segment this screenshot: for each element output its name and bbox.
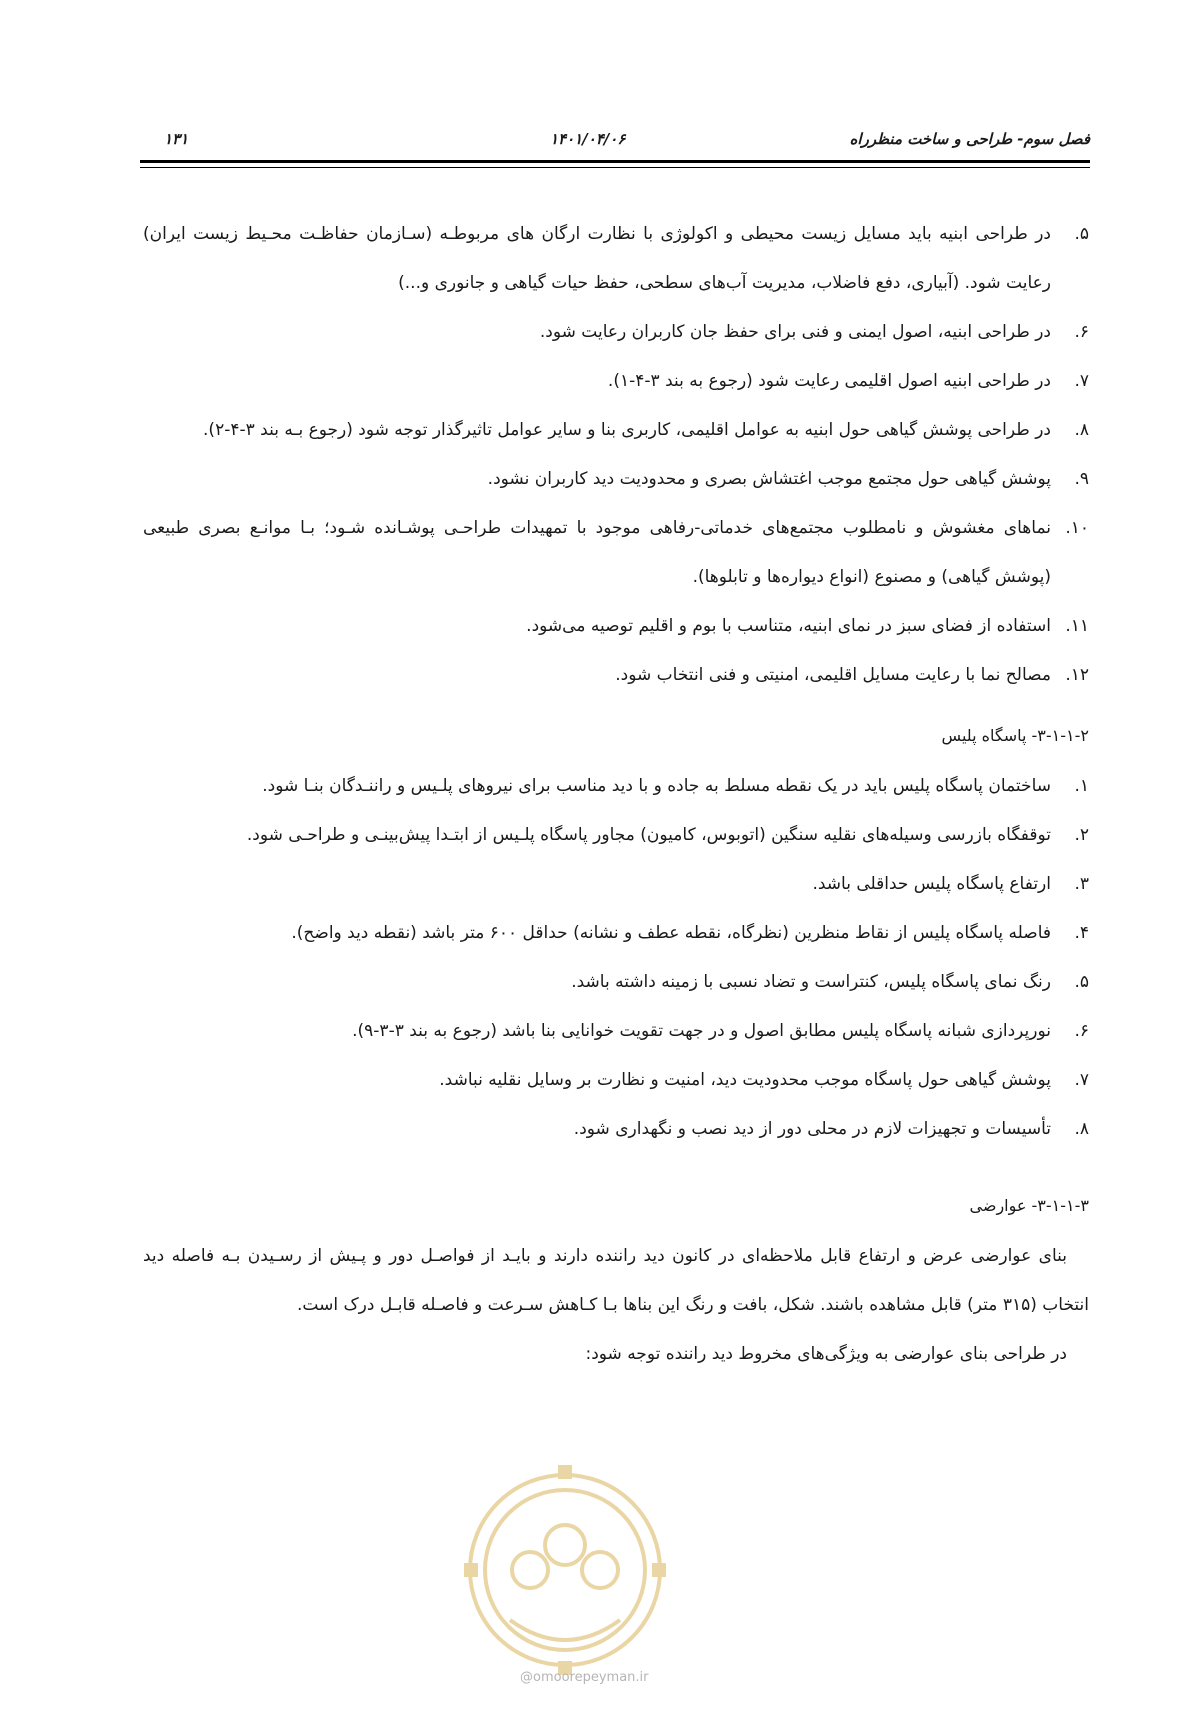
list-item: [143, 1007, 1089, 1056]
chapter-title: فصل سوم- طراحی و ساخت منظرراه: [849, 130, 1090, 148]
item-text: در طراحی ابنیه باید مسایل زیست محیطی و اکولوژی با نظارت ارگان های مربوطـه (سـازمان حفاظـت محـیط زیست ایران) رعایت شود. (آبیاری، دفع فاضلاب، مدیریت آب‌های سطحی، حفظ حیات گیاهی و جانوری و...): [143, 224, 1051, 293]
item-text: تأسیسات و تجهیزات لازم در محلی دور از دید نصب و نگهداری شود.: [573, 1119, 1051, 1139]
list-item: [143, 958, 1089, 1007]
item-number: ۲.: [1074, 825, 1089, 845]
list-item: [143, 762, 1089, 811]
list-item: [143, 1105, 1089, 1154]
item-number: ۷.: [1074, 371, 1089, 391]
list-item: [143, 406, 1089, 455]
list-item: [143, 210, 1089, 308]
page-header: [140, 120, 1090, 150]
toll-paragraph-2: در طراحی بنای عوارضی به ویژگی‌های مخروط دید راننده توجه شود:: [585, 1344, 1067, 1364]
list-item: [143, 455, 1089, 504]
page-content: [143, 210, 1089, 1379]
item-number: ۸.: [1074, 420, 1089, 440]
list-item: [143, 651, 1089, 700]
item-text: ساختمان پاسگاه پلیس باید در یک نقطه مسلط به جاده و با دید مناسب برای نیروهای پلـیس و راننـدگان بنـا شود.: [262, 776, 1051, 796]
item-text: ارتفاع پاسگاه پلیس حداقلی باشد.: [812, 874, 1051, 894]
item-number: ۵.: [1074, 224, 1089, 244]
item-text: مصالح نما با رعایت مسایل اقلیمی، امنیتی و فنی انتخاب شود.: [615, 665, 1051, 685]
item-number: ۱۱.: [1065, 616, 1089, 636]
page-number: ۱۳۱: [164, 130, 189, 148]
item-text: در طراحی پوشش گیاهی حول ابنیه به عوامل اقلیمی، کاربری بنا و سایر عوامل تاثیرگذار توجه شود (رجوع بـه بند ۳-۴-۲).: [203, 420, 1051, 440]
header-date: ۱۴۰۱/۰۴/۰۶: [550, 130, 626, 148]
item-text: توقفگاه بازرسی وسیله‌های نقلیه سنگین (اتوبوس، کامیون) مجاور پاسگاه پلـیس از ابتـدا پیش‌بینـی و طراحـی شود.: [246, 825, 1051, 845]
list-item: [143, 308, 1089, 357]
header-rule-thick: [140, 160, 1090, 163]
list-police-station: [143, 762, 1089, 1154]
item-number: ۱.: [1074, 776, 1089, 796]
item-text: در طراحی ابنیه اصول اقلیمی رعایت شود (رجوع به بند ۳-۴-۱).: [607, 371, 1051, 391]
item-text: استفاده از فضای سبز در نمای ابنیه، متناسب با بوم و اقلیم توصیه می‌شود.: [526, 616, 1051, 636]
list-item: [143, 811, 1089, 860]
toll-paragraph: بنای عوارضی عرض و ارتفاع قابل ملاحظه‌ای در کانون دید راننده دارند و بایـد از فواصـل دور و پـیش از رسـیدن بـه فاصله دید انتخاب (۳۱۵ متر) قابل مشاهده باشند. شکل، بافت و رنگ این بناها بـا کـاهش سـرعت و فاصـله قابـل درک است.: [143, 1246, 1089, 1315]
watermark-site: @omoorepeyman.ir: [520, 1670, 649, 1685]
item-text: پوشش گیاهی حول پاسگاه موجب محدودیت دید، امنیت و نظارت بر وسایل نقلیه نباشد.: [439, 1070, 1051, 1090]
item-number: ۱۲.: [1065, 665, 1089, 685]
list-item: [143, 1056, 1089, 1105]
item-number: ۶.: [1074, 322, 1089, 342]
item-number: ۸.: [1074, 1119, 1089, 1139]
list-item: [143, 357, 1089, 406]
item-text: پوشش گیاهی حول مجتمع موجب اغتشاش بصری و محدودیت دید کاربران نشود.: [487, 469, 1051, 489]
item-number: ۴.: [1074, 923, 1089, 943]
item-number: ۳.: [1074, 874, 1089, 894]
item-text: فاصله پاسگاه پلیس از نقاط منظرین (نظرگاه، نقطه عطف و نشانه) حداقل ۶۰۰ متر باشد (نقطه دید واضح).: [291, 923, 1051, 943]
item-text: رنگ نمای پاسگاه پلیس، کنتراست و تضاد نسبی با زمینه داشته باشد.: [571, 972, 1051, 992]
section-heading-toll: ۳-۱-۱-۳- عوارضی: [969, 1196, 1089, 1215]
item-number: ۹.: [1074, 469, 1089, 489]
item-text: نورپردازی شبانه پاسگاه پلیس مطابق اصول و در جهت تقویت خوانایی بنا باشد (رجوع به بند ۳-۳-۹).: [352, 1021, 1051, 1041]
list-item: [143, 602, 1089, 651]
item-number: ۷.: [1074, 1070, 1089, 1090]
list-item: [143, 860, 1089, 909]
list-building-design: [143, 210, 1089, 700]
header-rule-thin: [140, 167, 1090, 168]
item-number: ۶.: [1074, 1021, 1089, 1041]
item-number: ۵.: [1074, 972, 1089, 992]
item-text: نماهای مغشوش و نامطلوب مجتمع‌های خدماتی-رفاهی موجود با تمهیدات طراحـی پوشـانده شـود؛ بـا موانـع بصری طبیعی (پوشش گیاهی) و مصنوع (انواع دیواره‌ها و تابلوها).: [143, 518, 1051, 587]
item-text: در طراحی ابنیه، اصول ایمنی و فنی برای حفظ جان کاربران رعایت شود.: [539, 322, 1051, 342]
item-number: ۱۰.: [1065, 518, 1089, 538]
list-item: [143, 909, 1089, 958]
list-item: [143, 504, 1089, 602]
section-heading-police-station: ۳-۱-۱-۲- پاسگاه پلیس: [941, 726, 1089, 745]
